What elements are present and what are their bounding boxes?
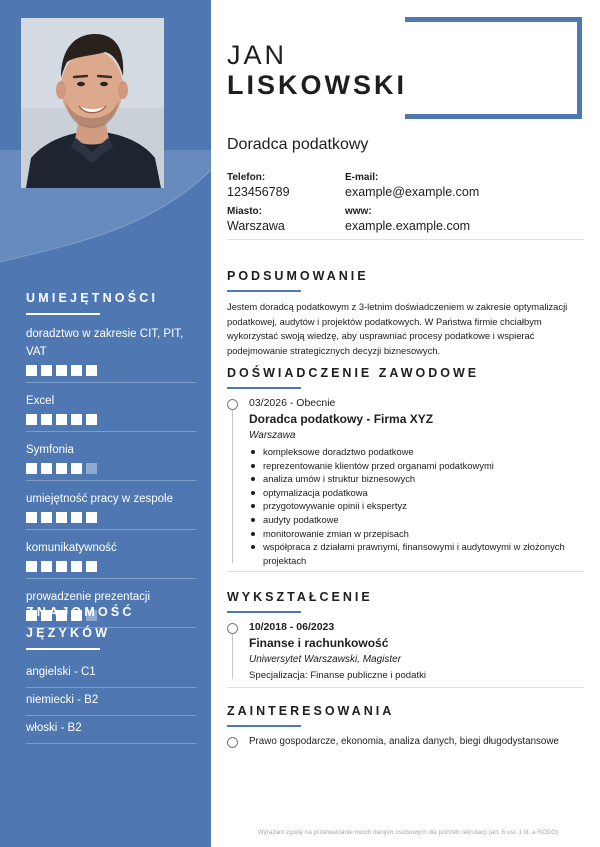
experience-section xyxy=(227,365,584,572)
education-heading-underline xyxy=(227,611,301,613)
skill-item xyxy=(26,539,196,579)
skill-item xyxy=(26,392,196,432)
language-item: niemiecki - B2 xyxy=(26,688,196,716)
contact-city xyxy=(227,205,345,234)
experience-position: Doradca podatkowy - Firma XYZ xyxy=(249,412,434,426)
interests-heading-underline xyxy=(227,725,301,727)
skill-level-square xyxy=(26,365,37,376)
contact-divider xyxy=(227,239,584,240)
skill-level-square xyxy=(56,561,67,572)
www-value: example.example.com xyxy=(345,219,471,233)
skill-level-square xyxy=(41,463,52,474)
skills-section xyxy=(26,288,196,637)
portrait-photo-icon xyxy=(21,18,164,188)
skills-heading: UMIEJĘTNOŚCI xyxy=(26,291,159,305)
summary-heading-underline xyxy=(227,290,301,292)
skill-level-square xyxy=(41,512,52,523)
first-name: JAN xyxy=(227,40,288,70)
education-section xyxy=(227,589,584,688)
full-name xyxy=(227,40,407,100)
name-frame-decoration xyxy=(405,17,582,119)
duty-item: audyty podatkowe xyxy=(249,513,584,527)
experience-date: 03/2026 - Obecnie xyxy=(249,397,336,409)
language-item: włoski - B2 xyxy=(26,716,196,744)
skill-level-square xyxy=(56,365,67,376)
language-item: angielski - C1 xyxy=(26,660,196,688)
phone-label: Telefon: xyxy=(227,172,266,183)
skill-level-square xyxy=(26,561,37,572)
skill-level-square xyxy=(86,561,97,572)
education-heading: WYKSZTAŁCENIE xyxy=(227,590,373,604)
duty-item: współpraca z działami prawnymi, finansowymi i audytowymi w złożonych projektach xyxy=(249,540,584,567)
education-specialization: Specjalizacja: Finanse publiczne i podatki xyxy=(249,670,427,681)
languages-heading-line2: JĘZYKÓW xyxy=(26,626,111,640)
skill-level-square xyxy=(86,414,97,425)
contact-www xyxy=(345,205,575,234)
skill-level-square xyxy=(71,365,82,376)
duty-item: monitorowanie zmian w przepisach xyxy=(249,527,584,541)
experience-location: Warszawa xyxy=(249,430,296,441)
skills-list xyxy=(26,325,196,628)
email-value: example@example.com xyxy=(345,185,480,199)
skill-level-square xyxy=(26,463,37,474)
skill-level-rating xyxy=(26,561,196,572)
gdpr-consent: Wyrażam zgodę na przetwarzanie moich danych osobowych dla potrzeb rekrutacji (art. 6 ust. 1 lit. a RODO) xyxy=(257,829,559,836)
education-school: Uniwersytet Warszawski, Magister xyxy=(249,654,402,665)
skill-level-square xyxy=(86,512,97,523)
city-label: Miasto: xyxy=(227,206,262,217)
skill-level-square xyxy=(41,561,52,572)
contact-phone xyxy=(227,171,345,200)
experience-heading: DOŚWIADCZENIE ZAWODOWE xyxy=(227,366,480,380)
skill-level-square xyxy=(86,365,97,376)
skill-name: doradztwo w zakresie CIT, PIT, VAT xyxy=(26,328,184,358)
profile-photo xyxy=(21,18,164,188)
circle-icon xyxy=(227,623,238,634)
city-value: Warszawa xyxy=(227,219,285,233)
skill-level-square xyxy=(71,414,82,425)
circle-icon xyxy=(227,737,238,748)
languages-list xyxy=(26,660,196,744)
summary-heading: PODSUMOWANIE xyxy=(227,269,369,283)
skill-item xyxy=(26,490,196,530)
sidebar xyxy=(0,0,211,847)
skill-level-rating xyxy=(26,512,196,523)
skill-level-square xyxy=(56,512,67,523)
experience-divider xyxy=(227,571,584,572)
skill-name: Excel xyxy=(26,395,55,407)
education-date xyxy=(249,621,584,634)
skill-level-square xyxy=(56,414,67,425)
summary-text: Jestem doradcą podatkowym z 3-letnim doświadczeniem w zakresie optymalizacji podatkowej, audytów i projektów podatkowych. W Państwa firmie chciałbym wykorzystać swoją wiedzę, aby usprawniać procesy podatkowe i wspierać podejmowanie strategicznych decyzji biznesowych. xyxy=(227,301,568,356)
duty-item: przygotowywanie opinii i ekspertyz xyxy=(249,499,584,513)
languages-heading-line1: ZNAJOMOŚĆ xyxy=(26,605,135,619)
job-title: Doradca podatkowy xyxy=(227,136,369,153)
experience-entry xyxy=(227,397,584,567)
phone-value: 123456789 xyxy=(227,185,290,199)
last-name: LISKOWSKI xyxy=(227,70,407,100)
languages-heading-underline xyxy=(26,648,100,650)
skill-level-rating xyxy=(26,463,196,474)
skill-level-square xyxy=(26,512,37,523)
experience-heading-underline xyxy=(227,387,301,389)
contact-email xyxy=(345,171,575,200)
languages-section xyxy=(26,602,196,744)
www-label: www: xyxy=(345,206,372,217)
duty-item: kompleksowe doradztwo podatkowe xyxy=(249,445,584,459)
skill-level-square xyxy=(41,365,52,376)
skill-level-square xyxy=(71,512,82,523)
skill-level-rating xyxy=(26,414,196,425)
education-date-text: 10/2018 - 06/2023 xyxy=(249,621,335,633)
skill-level-square xyxy=(41,414,52,425)
skill-item xyxy=(26,441,196,481)
contact-block xyxy=(227,171,584,240)
skill-level-square xyxy=(71,561,82,572)
email-label: E-mail: xyxy=(345,172,379,183)
skill-level-square xyxy=(56,463,67,474)
skill-item xyxy=(26,325,196,383)
interests-heading: ZAINTERESOWANIA xyxy=(227,704,395,718)
interests-section xyxy=(227,703,584,749)
skill-name: prowadzenie prezentacji xyxy=(26,591,151,603)
skills-heading-underline xyxy=(26,313,100,315)
skill-name: komunikatywność xyxy=(26,542,117,554)
education-entry xyxy=(227,621,584,683)
skill-level-square xyxy=(71,463,82,474)
education-field: Finanse i rachunkowość xyxy=(249,636,389,650)
duty-item: optymalizacja podatkowa xyxy=(249,486,584,500)
skill-level-rating xyxy=(26,365,196,376)
experience-duties xyxy=(249,445,584,567)
skill-level-square xyxy=(86,463,97,474)
duty-item: analiza umów i struktur biznesowych xyxy=(249,472,584,486)
interests-text: Prawo gospodarcze, ekonomia, analiza danych, biegi długodystansowe xyxy=(249,736,559,747)
education-divider xyxy=(227,687,584,688)
interests-entry xyxy=(227,735,584,749)
duty-item: reprezentowanie klientów przed organami podatkowymi xyxy=(249,459,584,473)
summary-section xyxy=(227,268,584,358)
circle-icon xyxy=(227,399,238,410)
skill-name: Symfonia xyxy=(26,444,74,456)
skill-level-square xyxy=(26,414,37,425)
skill-name: umiejętność pracy w zespole xyxy=(26,493,174,505)
